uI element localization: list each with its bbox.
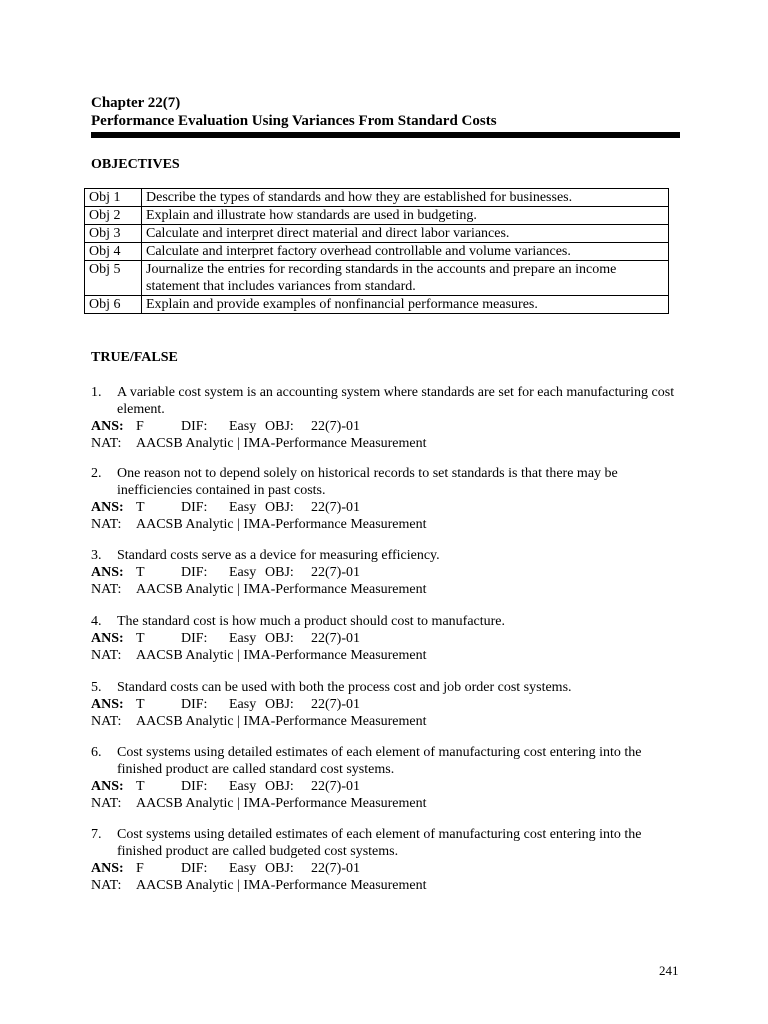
objective-value: 22(7)-01 bbox=[311, 697, 360, 712]
nat-label: NAT: bbox=[91, 648, 122, 663]
objective-label: OBJ: bbox=[265, 631, 294, 646]
objective-row bbox=[85, 296, 669, 314]
difficulty-value: Easy bbox=[229, 779, 257, 794]
answer-label: ANS: bbox=[91, 419, 124, 434]
objective-label: OBJ: bbox=[265, 861, 294, 876]
nat-value: AACSB Analytic | IMA-Performance Measurement bbox=[136, 517, 427, 532]
objective-code: Obj 2 bbox=[85, 207, 142, 225]
objective-text: Journalize the entries for recording standards in the accounts and prepare an income statement that includes variances from standard. bbox=[142, 261, 669, 296]
difficulty-label: DIF: bbox=[181, 697, 208, 712]
nat-value: AACSB Analytic | IMA-Performance Measurement bbox=[136, 648, 427, 663]
answer-label: ANS: bbox=[91, 500, 124, 515]
objective-value: 22(7)-01 bbox=[311, 565, 360, 580]
difficulty-value: Easy bbox=[229, 697, 257, 712]
question-text: Cost systems using detailed estimates of each element of manufacturing cost entering into the finished product are called budgeted cost systems. bbox=[117, 827, 642, 859]
answer-line bbox=[91, 860, 681, 877]
nat-label: NAT: bbox=[91, 796, 122, 811]
objective-code: Obj 4 bbox=[85, 243, 142, 261]
question-item bbox=[91, 613, 681, 664]
objective-row bbox=[85, 243, 669, 261]
answer-value: T bbox=[136, 500, 145, 515]
question-text: One reason not to depend solely on historical records to set standards is that there may be inefficiencies contained in past costs. bbox=[117, 466, 618, 498]
answer-value: T bbox=[136, 779, 145, 794]
question-text: Standard costs serve as a device for measuring efficiency. bbox=[117, 548, 440, 563]
objective-code: Obj 3 bbox=[85, 225, 142, 243]
nat-line bbox=[91, 647, 681, 664]
objective-label: OBJ: bbox=[265, 697, 294, 712]
question-text: Standard costs can be used with both the process cost and job order cost systems. bbox=[117, 680, 572, 695]
objective-value: 22(7)-01 bbox=[311, 500, 360, 515]
question-item bbox=[91, 826, 681, 894]
answer-label: ANS: bbox=[91, 861, 124, 876]
question-number: 6. bbox=[91, 745, 102, 760]
answer-label: ANS: bbox=[91, 631, 124, 646]
nat-value: AACSB Analytic | IMA-Performance Measurement bbox=[136, 436, 427, 451]
nat-line bbox=[91, 435, 681, 452]
objective-label: OBJ: bbox=[265, 500, 294, 515]
answer-line bbox=[91, 778, 681, 795]
objective-text: Calculate and interpret factory overhead controllable and volume variances. bbox=[142, 243, 669, 261]
objective-value: 22(7)-01 bbox=[311, 631, 360, 646]
question-item bbox=[91, 547, 681, 598]
difficulty-label: DIF: bbox=[181, 500, 208, 515]
answer-line bbox=[91, 418, 681, 435]
difficulty-value: Easy bbox=[229, 631, 257, 646]
difficulty-label: DIF: bbox=[181, 631, 208, 646]
objective-label: OBJ: bbox=[265, 779, 294, 794]
objective-row bbox=[85, 225, 669, 243]
difficulty-label: DIF: bbox=[181, 565, 208, 580]
objective-code: Obj 6 bbox=[85, 296, 142, 314]
question-item bbox=[91, 465, 681, 533]
page-number: 241 bbox=[659, 963, 679, 978]
answer-label: ANS: bbox=[91, 697, 124, 712]
objective-row bbox=[85, 261, 669, 296]
nat-line bbox=[91, 581, 681, 598]
objectives-heading: OBJECTIVES bbox=[91, 157, 180, 172]
objective-text: Explain and illustrate how standards are used in budgeting. bbox=[142, 207, 669, 225]
question-text: Cost systems using detailed estimates of each element of manufacturing cost entering into the finished product are called standard cost systems. bbox=[117, 745, 642, 777]
question-number: 4. bbox=[91, 614, 102, 629]
header-rule bbox=[91, 132, 680, 138]
objective-row bbox=[85, 207, 669, 225]
nat-label: NAT: bbox=[91, 436, 122, 451]
answer-line bbox=[91, 499, 681, 516]
answer-value: F bbox=[136, 861, 144, 876]
question-number: 7. bbox=[91, 827, 102, 842]
chapter-number: Chapter 22(7) bbox=[91, 95, 181, 111]
nat-value: AACSB Analytic | IMA-Performance Measurement bbox=[136, 582, 427, 597]
nat-label: NAT: bbox=[91, 714, 122, 729]
question-item bbox=[91, 744, 681, 812]
nat-value: AACSB Analytic | IMA-Performance Measurement bbox=[136, 714, 427, 729]
question-number: 1. bbox=[91, 385, 102, 400]
nat-label: NAT: bbox=[91, 878, 122, 893]
objective-text: Calculate and interpret direct material and direct labor variances. bbox=[142, 225, 669, 243]
question-number: 5. bbox=[91, 680, 102, 695]
answer-label: ANS: bbox=[91, 565, 124, 580]
difficulty-label: DIF: bbox=[181, 861, 208, 876]
objective-value: 22(7)-01 bbox=[311, 419, 360, 434]
question-item bbox=[91, 384, 681, 452]
nat-line bbox=[91, 877, 681, 894]
objective-row bbox=[85, 189, 669, 207]
chapter-title: Performance Evaluation Using Variances From Standard Costs bbox=[91, 113, 497, 129]
question-item bbox=[91, 679, 681, 730]
answer-line bbox=[91, 630, 681, 647]
difficulty-value: Easy bbox=[229, 500, 257, 515]
objective-text: Explain and provide examples of nonfinancial performance measures. bbox=[142, 296, 669, 314]
objective-code: Obj 5 bbox=[85, 261, 142, 296]
question-number: 2. bbox=[91, 466, 102, 481]
answer-line bbox=[91, 696, 681, 713]
true-false-heading: TRUE/FALSE bbox=[91, 350, 178, 365]
nat-value: AACSB Analytic | IMA-Performance Measurement bbox=[136, 878, 427, 893]
difficulty-label: DIF: bbox=[181, 779, 208, 794]
question-text: The standard cost is how much a product should cost to manufacture. bbox=[117, 614, 506, 629]
nat-line bbox=[91, 516, 681, 533]
difficulty-value: Easy bbox=[229, 565, 257, 580]
question-text: A variable cost system is an accounting system where standards are set for each manufacturing cost element. bbox=[117, 385, 675, 417]
objective-value: 22(7)-01 bbox=[311, 779, 360, 794]
nat-line bbox=[91, 795, 681, 812]
objective-text: Describe the types of standards and how they are established for businesses. bbox=[142, 189, 669, 207]
difficulty-value: Easy bbox=[229, 419, 257, 434]
objective-label: OBJ: bbox=[265, 419, 294, 434]
answer-value: T bbox=[136, 697, 145, 712]
answer-value: F bbox=[136, 419, 144, 434]
nat-line bbox=[91, 713, 681, 730]
nat-value: AACSB Analytic | IMA-Performance Measurement bbox=[136, 796, 427, 811]
nat-label: NAT: bbox=[91, 517, 122, 532]
difficulty-label: DIF: bbox=[181, 419, 208, 434]
objective-label: OBJ: bbox=[265, 565, 294, 580]
answer-value: T bbox=[136, 631, 145, 646]
objective-code: Obj 1 bbox=[85, 189, 142, 207]
answer-line bbox=[91, 564, 681, 581]
objectives-table bbox=[84, 188, 669, 314]
nat-label: NAT: bbox=[91, 582, 122, 597]
question-number: 3. bbox=[91, 548, 102, 563]
answer-value: T bbox=[136, 565, 145, 580]
objective-value: 22(7)-01 bbox=[311, 861, 360, 876]
chapter-header bbox=[91, 94, 497, 130]
difficulty-value: Easy bbox=[229, 861, 257, 876]
answer-label: ANS: bbox=[91, 779, 124, 794]
